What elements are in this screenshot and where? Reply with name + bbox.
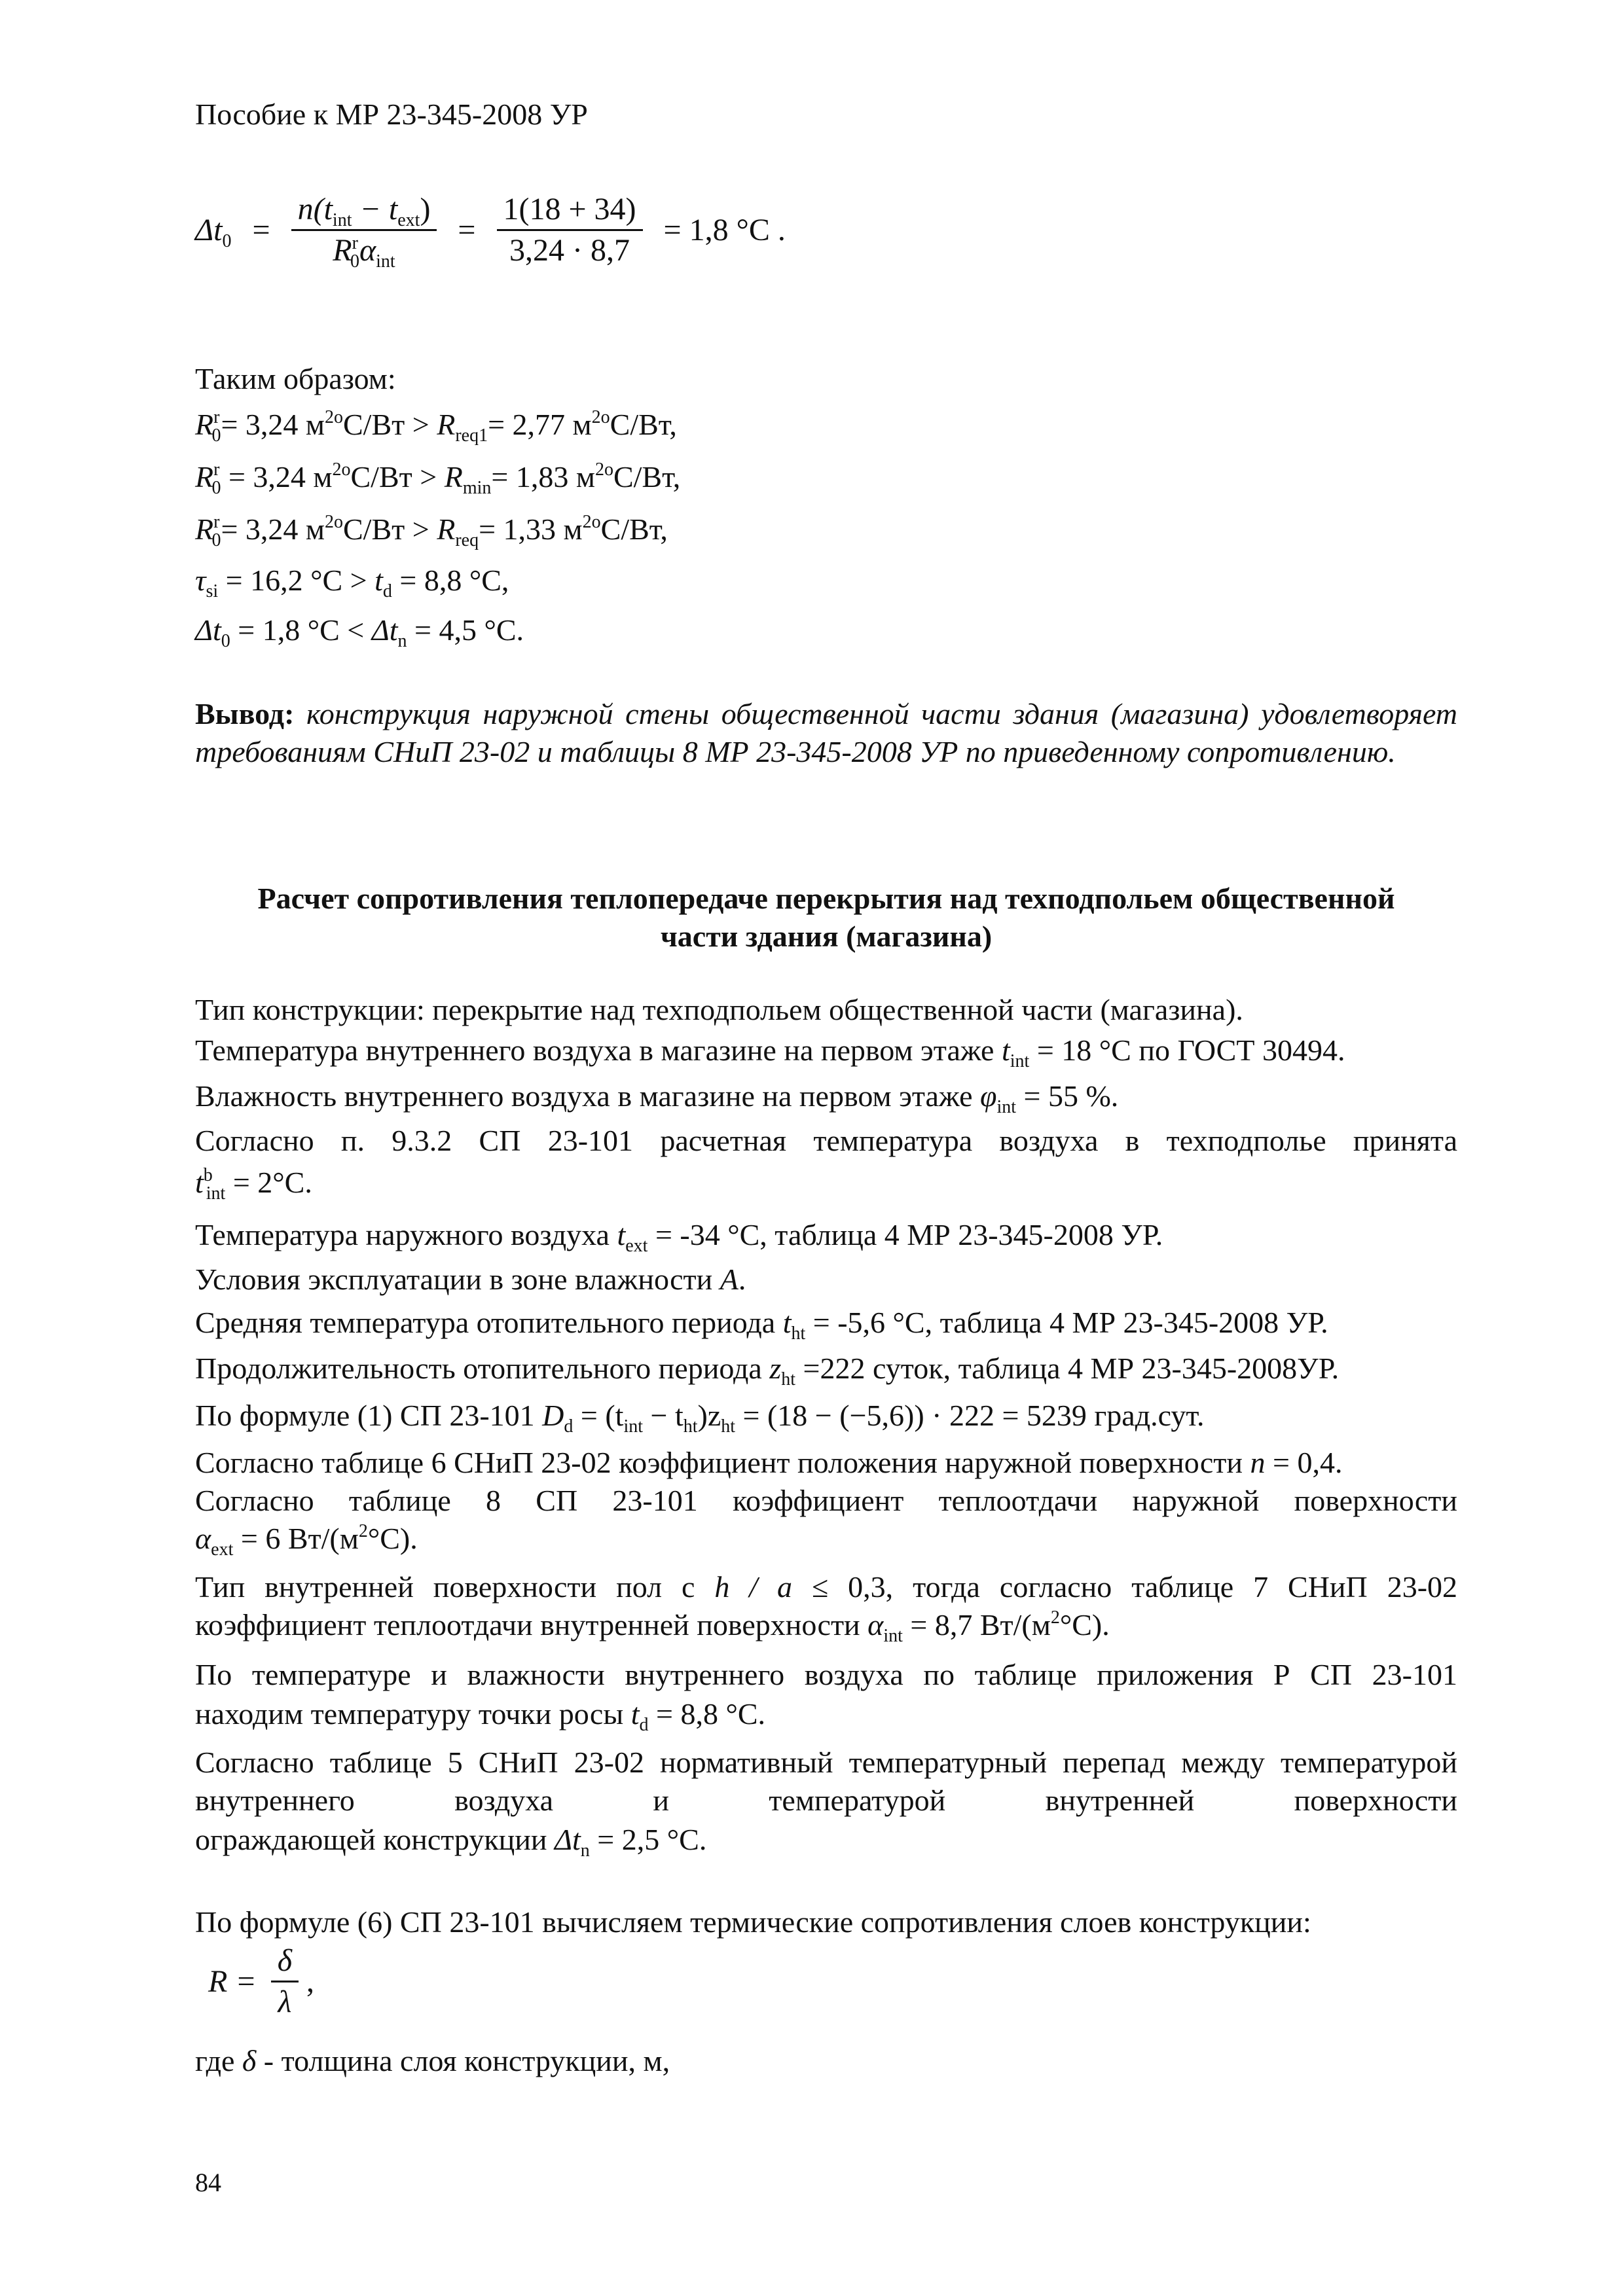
paragraph-inner-surface-type: Тип внутренней поверхности пол с h / a ≤ 0,3, тогда согласно таблице 7 СНиП 23-02: [195, 1570, 1458, 1604]
summary-line-3: $R^r_0= 3,24$ $м^{2o}С/Вт > R_{req}= 1,33$ $м^{2o}С/Вт$,: [195, 512, 668, 550]
summary-line-1: $R^r_0= 3,24$ $м^{2o}С/Вт > R_{req1}= 2,77$ $м^{2o}С/Вт$,: [195, 407, 677, 446]
paragraph-delta-definition: где δ - толщина слоя конструкции, м,: [195, 2044, 670, 2077]
summary-line-tau: $\tau_{si} = 16,2$ $^\circ С > t_d = 8,8$ °С,: [195, 564, 509, 601]
paragraph-construction-type: Тип конструкции: перекрытие над техподпольем общественной части (магазина).: [195, 993, 1243, 1026]
formula-fraction-1: $\frac{n(t_{int} - t_{ext})}{R^r_0\alpha_{int}}$: [291, 190, 437, 270]
formula-lhs: Δt: [195, 213, 223, 247]
paragraph-position-coef: Согласно таблице 6 СНиП 23-02 коэффициент положения наружной поверхности n = 0,4.: [195, 1446, 1343, 1479]
page-number: 84: [195, 2168, 221, 2197]
formula-delta-t0: $\Delta t_0$ = $\frac{n(t_{int} - t_{ext})}{R^r_0\alpha_{int}}$ = $\frac{1(18 + 34)}{3,24 \cdot 8,7}$ = 1,8 °C .: [195, 190, 786, 270]
paragraph-basement-temp-value: $t^b_{int} = 2^\circ С$.: [195, 1165, 312, 1204]
section-title: Расчет сопротивления теплопередаче перекрытия над техподпольем общественной части здания (магазина): [257, 882, 1395, 953]
paragraph-degree-days: По формуле (1) СП 23-101 $D_d = (t_{int} - t_{ht})z_{ht} = (18 - (-5,6)) \cdot 222 = 5239$ град.сут.: [195, 1399, 1205, 1437]
conclusion-paragraph: [195, 695, 1457, 771]
paragraph-inner-heat-transfer: коэффициент теплоотдачи внутренней поверхности $\alpha_{int} = 8,7$ $Вт/(м^2^\circ С)$.: [195, 1607, 1110, 1646]
paragraph-indoor-humidity: Влажность внутреннего воздуха в магазине на первом этаже $\varphi_{int} = 55$ %.: [195, 1079, 1119, 1117]
formula-result: = 1,8 °C .: [663, 213, 786, 247]
paragraph-outdoor-temp: Температура наружного воздуха $t_{ext} = -34$ °С, таблица 4 МР 23-345-2008 УР.: [195, 1218, 1163, 1256]
summary-line-dt: $\Delta t_0 = 1,8$ $^\circ С < \Delta t_n = 4,5$ °С.: [195, 613, 524, 651]
paragraph-heating-temp: Средняя температура отопительного периода $t_{ht} = -5,6$ °С, таблица 4 МР 23-345-2008 УР.: [195, 1306, 1328, 1344]
formula-fraction-2: $\frac{1(18 + 34)}{3,24 \cdot 8,7}$: [497, 190, 643, 270]
formula-R: R = $\frac{\delta}{\lambda}$ ,: [208, 1941, 314, 2022]
paragraph-temp-drop: Согласно таблице 5 СНиП 23-02 нормативный температурный перепад между температурой внутреннего воздуха и температурой внутренней поверхности: [195, 1746, 1457, 1817]
running-header: Пособие к МР 23-345-2008 УР: [195, 98, 588, 131]
paragraph-indoor-temp: Температура внутреннего воздуха в магазине на первом этаже $t_{int} = 18$ °С по ГОСТ 30494.: [195, 1033, 1345, 1071]
summary-intro: Таким образом:: [195, 362, 396, 395]
paragraph-outer-heat-transfer-value: $\alpha_{ext} = 6$ $Вт/(м^2^\circ С)$.: [195, 1521, 418, 1560]
summary-line-2: $R^r_0 = 3,24$ $м^{2o}С/Вт > R_{min}= 1,83$ $м^{2o}С/Вт$,: [195, 459, 681, 498]
paragraph-outer-heat-transfer: Согласно таблице 8 СП 23-101 коэффициент теплоотдачи наружной поверхности: [195, 1484, 1457, 1517]
paragraph-formula-6: По формуле (6) СП 23-101 вычисляем термические сопротивления слоев конструкции:: [195, 1905, 1311, 1939]
paragraph-dew-point-value: находим температуру точки росы $t_d = 8,8$ °С.: [195, 1697, 766, 1735]
paragraph-humidity-zone: Условия эксплуатации в зоне влажности А.: [195, 1263, 746, 1296]
paragraph-dew-point: По температуре и влажности внутреннего воздуха по таблице приложения Р СП 23-101: [195, 1658, 1457, 1691]
paragraph-heating-duration: Продолжительность отопительного периода $z_{ht} =222$ суток, таблица 4 МР 23-345-2008УР.: [195, 1352, 1340, 1390]
paragraph-temp-drop-value: ограждающей конструкции $\Delta t_n = 2,5$ °С.: [195, 1823, 707, 1861]
conclusion-text: конструкция наружной стены общественной части здания (магазина) удовлетворяет требованиям СНиП 23-02 и таблицы 8 МР 23-345-2008 УР по приведенному сопротивлению.: [195, 697, 1458, 768]
conclusion-label: Вывод:: [195, 697, 295, 730]
paragraph-basement-temp: Согласно п. 9.3.2 СП 23-101 расчетная температура воздуха в техподполье принята: [195, 1124, 1457, 1157]
